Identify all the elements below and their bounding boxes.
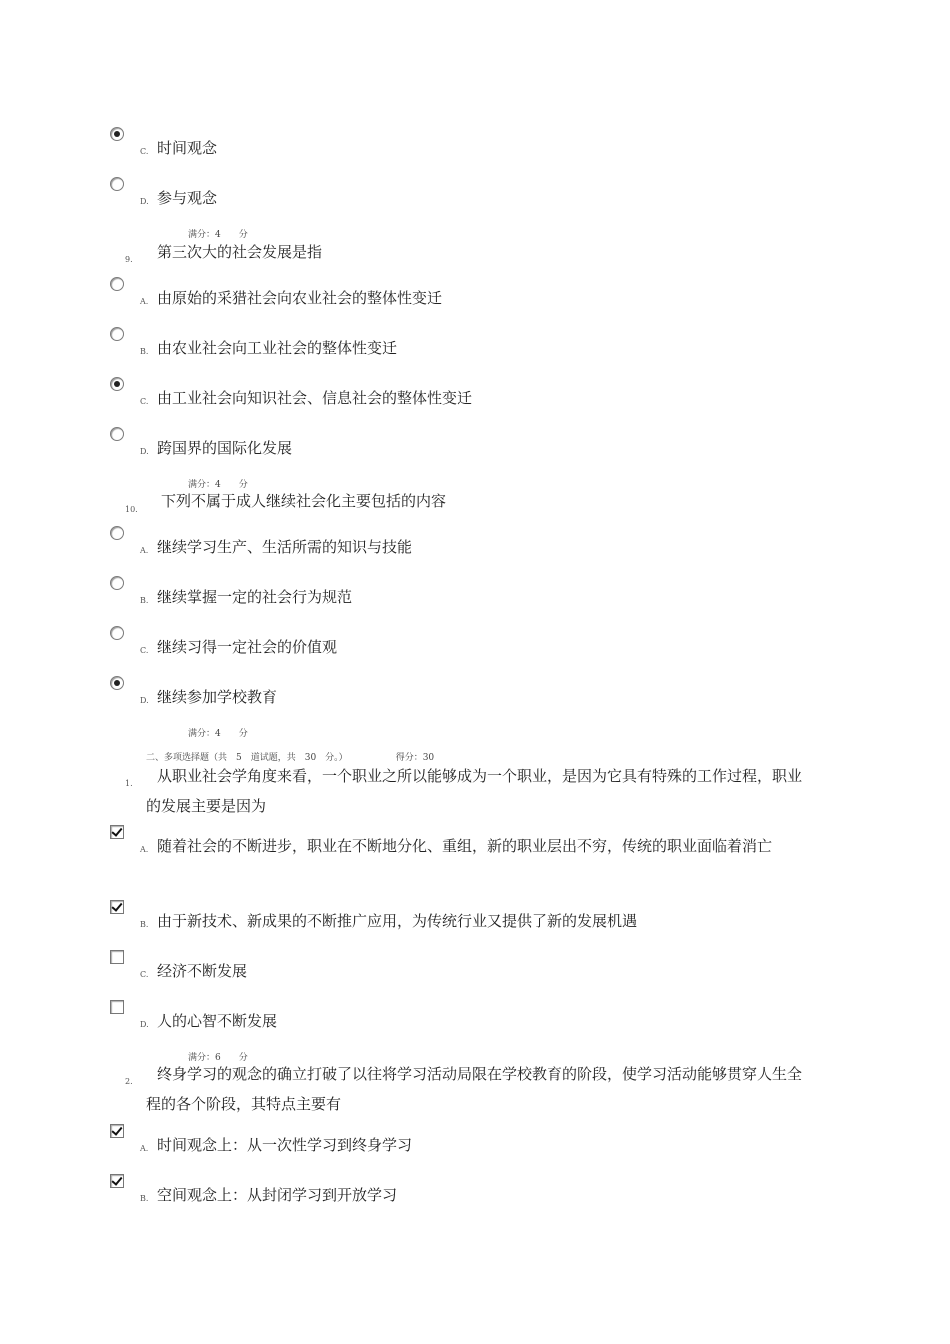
option-q10-a[interactable] [110, 526, 830, 566]
checkbox-checked-icon[interactable] [110, 1124, 124, 1138]
option-text: 继续掌握一定的社会行为规范 [157, 588, 353, 606]
score-label: 满分：6 [188, 1053, 221, 1063]
option-text: 参与观念 [157, 189, 218, 207]
option-text: 经济不断发展 [157, 962, 248, 980]
option-text: 继续学习生产、生活所需的知识与技能 [157, 538, 413, 556]
question-number: 9. [125, 255, 133, 264]
option-letter: B. [140, 920, 149, 929]
option-letter: D. [140, 447, 149, 456]
option-m1-b[interactable] [110, 900, 830, 940]
score-unit: 分 [238, 729, 248, 739]
option-q10-d[interactable] [110, 676, 830, 716]
option-letter: B. [140, 347, 149, 356]
score-unit: 分 [238, 1053, 248, 1063]
option-letter: D. [140, 1020, 149, 1029]
radio-unselected-icon[interactable] [110, 427, 124, 441]
option-q9-b[interactable] [110, 327, 830, 367]
radio-selected-icon[interactable] [110, 377, 124, 391]
radio-unselected-icon[interactable] [110, 526, 124, 540]
score-label: 满分：4 [188, 230, 221, 240]
checkbox-checked-icon[interactable] [110, 1174, 124, 1188]
option-letter: A. [140, 845, 149, 854]
option-text: 人的心智不断发展 [157, 1012, 278, 1030]
option-letter: C. [140, 646, 149, 655]
radio-unselected-icon[interactable] [110, 327, 124, 341]
option-text: 由于新技术、新成果的不断推广应用，为传统行业又提供了新的发展机遇 [157, 912, 638, 930]
option-text: 跨国界的国际化发展 [157, 439, 293, 457]
radio-selected-icon[interactable] [110, 676, 124, 690]
option-q8-d[interactable] [110, 177, 830, 217]
radio-unselected-icon[interactable] [110, 277, 124, 291]
option-letter: B. [140, 596, 149, 605]
option-m2-a[interactable] [110, 1124, 830, 1164]
section-title: 二、多项选择题（共 5 道试题，共 30 分。） [146, 753, 348, 763]
option-text: 继续习得一定社会的价值观 [157, 638, 338, 656]
option-q9-d[interactable] [110, 427, 830, 467]
score-unit: 分 [238, 230, 248, 240]
checkbox-checked-icon[interactable] [110, 825, 124, 839]
question-text-q10: 下列不属于成人继续社会化主要包括的内容 [161, 492, 447, 510]
option-letter: A. [140, 297, 149, 306]
checkbox-unchecked-icon[interactable] [110, 950, 124, 964]
question-text-m2: 终身学习的观念的确立打破了以往将学习活动局限在学校教育的阶段，使学习活动能够贯穿人生全程的各个阶段，其特点主要有 [146, 1065, 803, 1113]
option-text: 空间观念上：从封闭学习到开放学习 [157, 1186, 398, 1204]
option-letter: A. [140, 1144, 149, 1153]
option-letter: A. [140, 546, 149, 555]
option-text: 继续参加学校教育 [157, 688, 278, 706]
option-m1-c[interactable] [110, 950, 830, 990]
option-text: 由农业社会向工业社会的整体性变迁 [157, 339, 398, 357]
score-unit: 分 [238, 480, 248, 490]
option-letter: B. [140, 1194, 149, 1203]
option-text: 随着社会的不断进步，职业在不断地分化、重组，新的职业层出不穷，传统的职业面临着消亡 [157, 837, 773, 855]
score-q10 [188, 726, 248, 739]
option-q10-b[interactable] [110, 576, 830, 616]
score-label: 满分：4 [188, 480, 221, 490]
radio-unselected-icon[interactable] [110, 626, 124, 640]
radio-unselected-icon[interactable] [110, 576, 124, 590]
score-label: 满分：4 [188, 729, 221, 739]
question-text-q9: 第三次大的社会发展是指 [157, 243, 323, 261]
option-letter: C. [140, 397, 149, 406]
option-text: 由工业社会向知识社会、信息社会的整体性变迁 [157, 389, 473, 407]
radio-selected-icon[interactable] [110, 127, 124, 141]
option-m2-b[interactable] [110, 1174, 830, 1214]
option-letter: D. [140, 197, 149, 206]
option-m1-a[interactable] [110, 825, 830, 865]
question-number: 2. [125, 1077, 133, 1086]
question-number: 1. [125, 779, 133, 788]
section-score: 得分：30 [395, 753, 435, 763]
option-m1-d[interactable] [110, 1000, 830, 1040]
question-text-m1: 从职业社会学角度来看，一个职业之所以能够成为一个职业，是因为它具有特殊的工作过程，职业的发展主要是因为 [146, 767, 803, 815]
option-q10-c[interactable] [110, 626, 830, 666]
option-text: 时间观念上：从一次性学习到终身学习 [157, 1136, 413, 1154]
option-text: 时间观念 [157, 139, 218, 157]
option-q9-a[interactable] [110, 277, 830, 317]
option-q9-c[interactable] [110, 377, 830, 417]
option-letter: D. [140, 696, 149, 705]
checkbox-checked-icon[interactable] [110, 900, 124, 914]
radio-unselected-icon[interactable] [110, 177, 124, 191]
option-text: 由原始的采猎社会向农业社会的整体性变迁 [157, 289, 443, 307]
option-letter: C. [140, 970, 149, 979]
option-letter: C. [140, 147, 149, 156]
option-q8-c[interactable] [110, 127, 830, 167]
question-number: 10. [125, 505, 138, 514]
checkbox-unchecked-icon[interactable] [110, 1000, 124, 1014]
